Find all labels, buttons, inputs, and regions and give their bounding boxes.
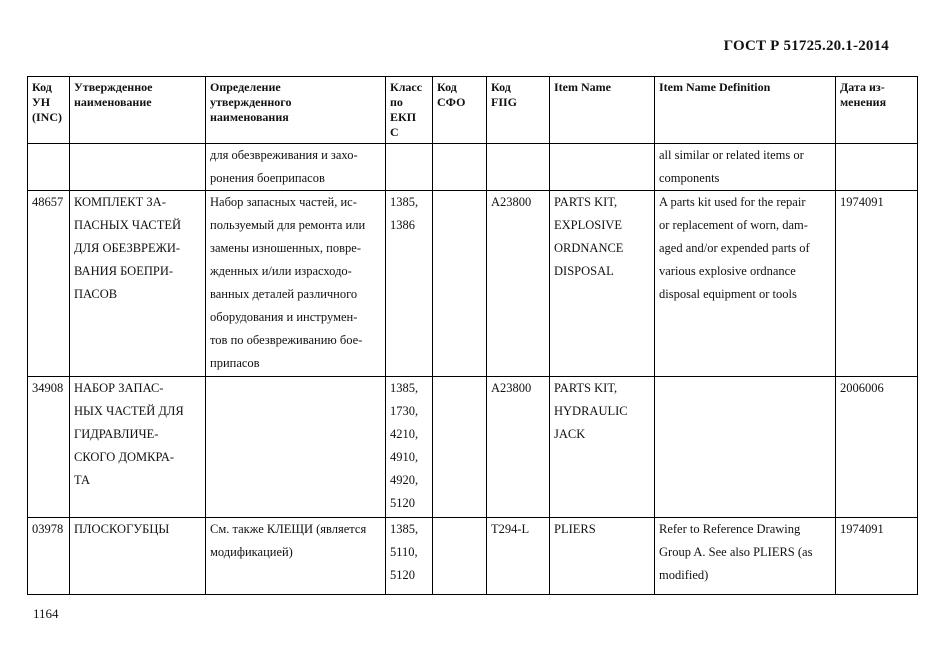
column-header-line: Код	[32, 80, 52, 94]
cell-line: 1385,	[390, 195, 419, 209]
cell-line: PLIERS	[554, 522, 596, 536]
column-header-item-def	[655, 77, 836, 144]
column-header-date	[836, 77, 918, 144]
cell-line: HYDRAULIC	[554, 404, 628, 418]
cell-line: modified)	[659, 568, 709, 582]
cell-inc	[28, 191, 70, 377]
cell-definition	[206, 518, 386, 595]
cell-line: ронения боеприпасов	[210, 171, 325, 185]
cell-line: A parts kit used for the repair	[659, 195, 806, 209]
cell-fiig	[487, 191, 550, 377]
cell-line: ГИДРАВЛИЧЕ-	[74, 427, 159, 441]
column-header-class	[386, 77, 433, 144]
cell-item-name	[550, 144, 655, 191]
column-header-line: наименование	[74, 95, 152, 109]
column-header-line: С	[390, 125, 399, 139]
table-header-row	[28, 77, 918, 144]
cell-line: EXPLOSIVE	[554, 218, 623, 232]
table-row	[28, 518, 918, 595]
cell-sfo	[433, 377, 487, 518]
column-header-line: Код	[491, 80, 511, 94]
cell-line: 1385,	[390, 522, 419, 536]
cell-fiig	[487, 144, 550, 191]
cell-item-name	[550, 377, 655, 518]
column-header-line: ЕКП	[390, 110, 417, 124]
cell-item-name	[550, 191, 655, 377]
cell-line: ORDNANCE	[554, 241, 624, 255]
cell-text: 34908	[32, 381, 64, 395]
table-row	[28, 144, 918, 191]
cell-line: СКОГО ДОМКРА-	[74, 450, 175, 464]
column-header-name	[70, 77, 206, 144]
cell-line: ПАСОВ	[74, 287, 118, 301]
cell-line: 5120	[390, 496, 415, 510]
cell-line: 4910,	[390, 450, 419, 464]
cell-item-def	[655, 191, 836, 377]
column-header-line: менения	[840, 95, 887, 109]
cell-inc	[28, 518, 70, 595]
column-header-line: Дата из-	[840, 80, 885, 94]
catalog-table	[27, 76, 918, 595]
cell-item-def	[655, 518, 836, 595]
cell-class	[386, 144, 433, 191]
cell-text: 2006006	[840, 381, 884, 395]
cell-line: 1730,	[390, 404, 419, 418]
cell-line: замены изношенных, повре-	[210, 241, 361, 255]
cell-fiig	[487, 377, 550, 518]
cell-line: Group A. See also PLIERS (as	[659, 545, 813, 559]
cell-class	[386, 377, 433, 518]
column-header-item-name	[550, 77, 655, 144]
table-row	[28, 191, 918, 377]
column-header-sfo	[433, 77, 487, 144]
column-header-line: Код	[437, 80, 457, 94]
column-header-inc	[28, 77, 70, 144]
cell-line: См. также КЛЕЩИ (является	[210, 522, 367, 536]
cell-line: all similar or related items or	[659, 148, 804, 162]
cell-line: ТА	[74, 473, 91, 487]
cell-name	[70, 518, 206, 595]
cell-line: ДЛЯ ОБЕЗВРЕЖИ-	[74, 241, 181, 255]
cell-line: DISPOSAL	[554, 264, 614, 278]
cell-item-def	[655, 144, 836, 191]
column-header-line: утвержденного	[210, 95, 292, 109]
cell-line: 4210,	[390, 427, 419, 441]
cell-text: A23800	[491, 195, 532, 209]
cell-line: ВАНИЯ БОЕПРИ-	[74, 264, 174, 278]
cell-line: JACK	[554, 427, 586, 441]
column-header-definition	[206, 77, 386, 144]
cell-text: T294-L	[491, 522, 530, 536]
cell-definition	[206, 377, 386, 518]
cell-line: 5120	[390, 568, 415, 582]
cell-class	[386, 518, 433, 595]
cell-line: 4920,	[390, 473, 419, 487]
cell-line: various explosive ordnance	[659, 264, 796, 278]
cell-line: Набор запасных частей, ис-	[210, 195, 357, 209]
cell-fiig	[487, 518, 550, 595]
column-header-line: FIIG	[491, 95, 518, 109]
column-header-line: (INC)	[32, 110, 62, 124]
cell-line: 1385,	[390, 381, 419, 395]
cell-class	[386, 191, 433, 377]
cell-line: НЫХ ЧАСТЕЙ ДЛЯ	[74, 404, 184, 418]
column-header-fiig	[487, 77, 550, 144]
cell-sfo	[433, 518, 487, 595]
cell-line: жденных и/или израсходо-	[210, 264, 352, 278]
cell-name	[70, 144, 206, 191]
cell-definition	[206, 144, 386, 191]
page-number: 1164	[33, 606, 59, 621]
cell-line: Refer to Reference Drawing	[659, 522, 801, 536]
cell-line: ванных деталей различного	[210, 287, 358, 301]
cell-line: components	[659, 171, 720, 185]
cell-line: модификацией)	[210, 545, 293, 559]
cell-line: 1386	[390, 218, 415, 232]
cell-line: PARTS KIT,	[554, 195, 618, 209]
cell-date	[836, 191, 918, 377]
cell-inc	[28, 144, 70, 191]
table-row	[28, 377, 918, 518]
cell-line: НАБОР ЗАПАС-	[74, 381, 164, 395]
cell-line: ПЛОСКОГУБЦЫ	[74, 522, 170, 536]
cell-line: aged and/or expended parts of	[659, 241, 810, 255]
cell-sfo	[433, 191, 487, 377]
cell-inc	[28, 377, 70, 518]
cell-line: 5110,	[390, 545, 418, 559]
cell-item-name	[550, 518, 655, 595]
cell-date	[836, 377, 918, 518]
cell-text: 1974091	[840, 522, 884, 536]
column-header-line: Определение	[210, 80, 281, 94]
cell-line: оборудования и инструмен-	[210, 310, 358, 324]
cell-date	[836, 518, 918, 595]
document-code: ГОСТ Р 51725.20.1-2014	[723, 38, 889, 54]
cell-text: 1974091	[840, 195, 884, 209]
cell-line: КОМПЛЕКТ ЗА-	[74, 195, 166, 209]
cell-item-def	[655, 377, 836, 518]
cell-text: 03978	[32, 522, 64, 536]
column-header-line: СФО	[437, 95, 466, 109]
cell-definition	[206, 191, 386, 377]
column-header-line: Item Name	[554, 80, 611, 94]
cell-line: тов по обезвреживанию бое-	[210, 333, 363, 347]
column-header-line: по	[390, 95, 403, 109]
column-header-line: Item Name Definition	[659, 80, 771, 94]
cell-line: ПАСНЫХ ЧАСТЕЙ	[74, 218, 182, 232]
cell-line: припасов	[210, 356, 260, 370]
cell-name	[70, 377, 206, 518]
cell-line: or replacement of worn, dam-	[659, 218, 808, 232]
cell-line: пользуемый для ремонта или	[210, 218, 366, 232]
cell-date	[836, 144, 918, 191]
cell-text: 48657	[32, 195, 64, 209]
cell-line: PARTS KIT,	[554, 381, 618, 395]
cell-name	[70, 191, 206, 377]
table-body	[28, 144, 918, 595]
cell-line: для обезвреживания и захо-	[210, 148, 358, 162]
cell-sfo	[433, 144, 487, 191]
cell-text: A23800	[491, 381, 532, 395]
column-header-line: УН	[32, 95, 51, 109]
column-header-line: Утвержденное	[74, 80, 153, 94]
cell-line: disposal equipment or tools	[659, 287, 797, 301]
column-header-line: Класс	[390, 80, 423, 94]
column-header-line: наименования	[210, 110, 289, 124]
